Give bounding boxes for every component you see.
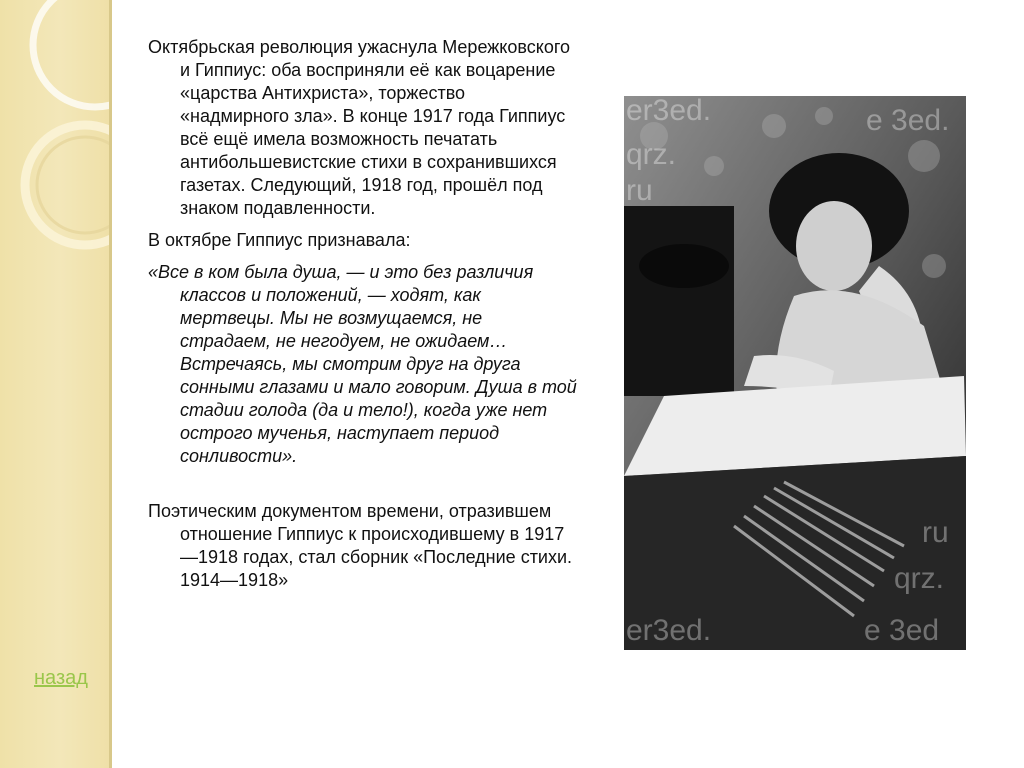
decorative-circles bbox=[0, 0, 112, 768]
paragraph-october: В октябре Гиппиус признавала: bbox=[148, 230, 411, 250]
photo-watermark: ru bbox=[626, 174, 653, 207]
photo-watermark: e 3ed bbox=[864, 614, 940, 647]
photo-watermark: er3ed. bbox=[626, 96, 712, 127]
portrait-photo bbox=[624, 96, 966, 650]
paragraph-poetic-document: Поэтическим документом времени, отразившем отношение Гиппиус к происходившему в 1917—1918 годах, стал сборник «Последние стихи. 1914—1918» bbox=[148, 501, 573, 590]
paragraph-intro: Октябрьская революция ужаснула Мережковского и Гиппиус: оба восприняли её как воцарение «царства Антихриста», торжество «надмирного зла». В конце 1917 года Гиппиус всё ещё имела возможность печатать антибольшевистские стихи в сохранившихся газетах. Следующий, 1918 год, прошёл под знаком подавленности. bbox=[148, 37, 571, 218]
photo-watermark: qrz. bbox=[626, 138, 677, 171]
photo-watermark: qrz. bbox=[894, 562, 945, 595]
back-link[interactable]: назад bbox=[34, 667, 88, 689]
photo-watermark: ru bbox=[922, 516, 949, 549]
quote-paragraph: «Все в ком была душа, — и это без различия классов и положений, — ходят, как мертвецы. Мы не возмущаемся, не страдаем, не негодуем, не ожидаем… Встречаясь, мы смотрим друг на друга сонными глазами и мало говорим. Душа в той стадии голода (да и тело!), когда уже нет острого мученья, наступает период сонливости». bbox=[148, 262, 577, 466]
photo-watermark: e 3ed. bbox=[866, 104, 950, 137]
text-content bbox=[148, 36, 578, 601]
photo-watermark: er3ed. bbox=[626, 614, 712, 647]
sidebar bbox=[0, 0, 112, 768]
